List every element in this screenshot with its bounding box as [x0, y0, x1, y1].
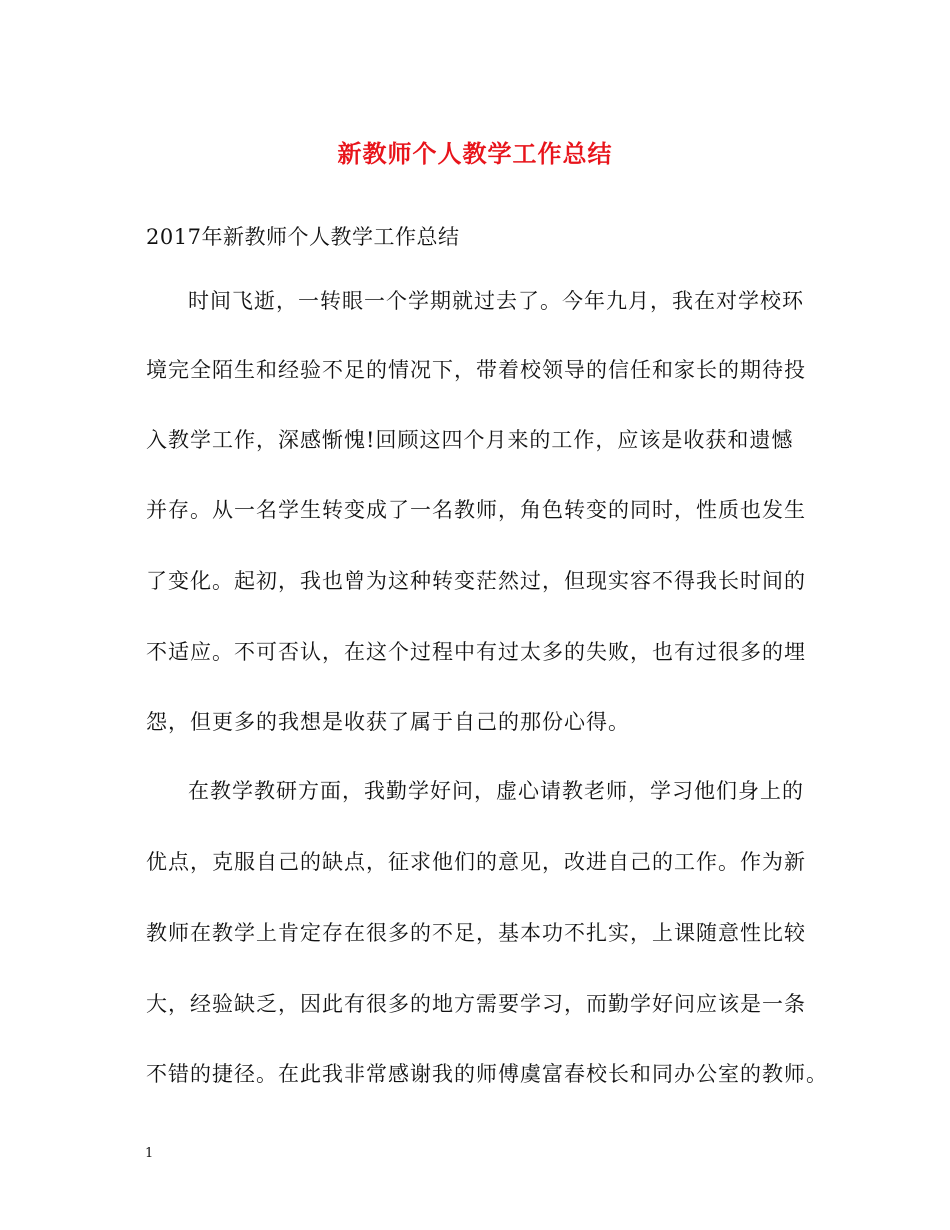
- paragraph-line: 不适应。不可否认，在这个过程中有过太多的失败，也有过很多的埋: [146, 640, 806, 664]
- paragraph-line: 并存。从一名学生转变成了一名教师，角色转变的同时，性质也发生: [146, 498, 806, 522]
- paragraph-line: 了变化。起初，我也曾为这种转变茫然过，但现实容不得我长时间的: [146, 569, 806, 593]
- paragraph-line: 大，经验缺乏，因此有很多的地方需要学习，而勤学好问应该是一条: [146, 992, 806, 1016]
- paragraph-line: 入教学工作，深感惭愧!回顾这四个月来的工作，应该是收获和遗憾: [146, 428, 794, 452]
- paragraph-line: 境完全陌生和经验不足的情况下，带着校领导的信任和家长的期待投: [146, 358, 806, 382]
- paragraph-line: 时间飞逝，一转眼一个学期就过去了。今年九月，我在对学校环: [188, 289, 804, 313]
- paragraph-line: 优点，克服自己的缺点，征求他们的意见，改进自己的工作。作为新: [146, 850, 806, 874]
- paragraph-line: 在教学教研方面，我勤学好问，虚心请教老师，学习他们身上的: [188, 779, 804, 803]
- paragraph-line: 教师在教学上肯定存在很多的不足，基本功不扎实，上课随意性比较: [146, 921, 806, 945]
- document-subtitle: 2017年新教师个人教学工作总结: [146, 225, 460, 249]
- paragraph-line: 不错的捷径。在此我非常感谢我的师傅虞富春校长和同办公室的教师。: [146, 1062, 828, 1086]
- page-number: 1: [145, 1146, 154, 1161]
- paragraph-line: 怨，但更多的我想是收获了属于自己的那份心得。: [146, 710, 630, 734]
- document-title: 新教师个人教学工作总结: [337, 139, 613, 168]
